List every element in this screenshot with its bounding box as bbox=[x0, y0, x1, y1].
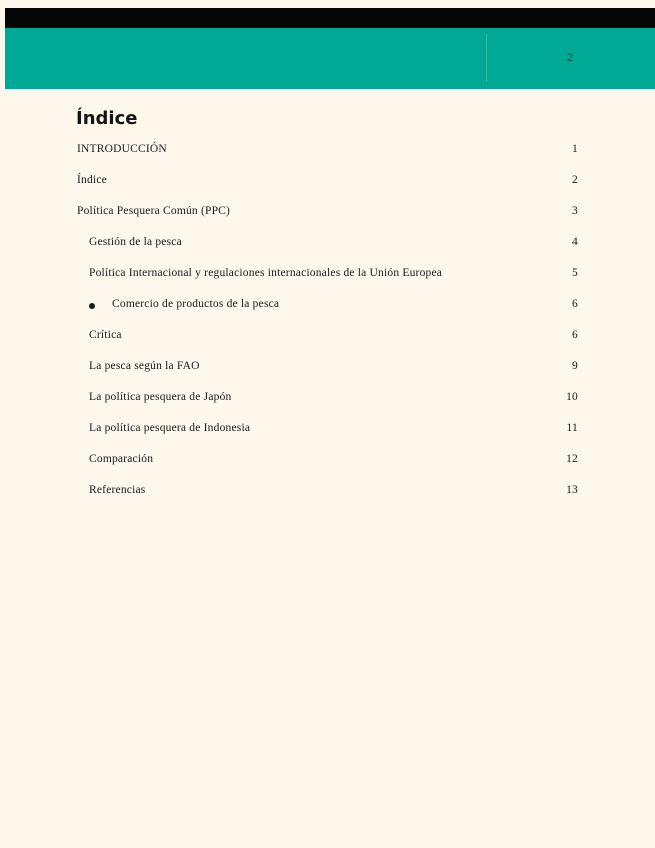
toc-entry-introduccion[interactable] bbox=[0, 140, 655, 171]
toc-entry-label: La política pesquera de Japón bbox=[89, 391, 232, 403]
toc-entry-page: 2 bbox=[572, 174, 578, 186]
table-of-contents bbox=[0, 140, 655, 512]
toc-entry-label: Índice bbox=[77, 174, 107, 186]
toc-entry-comercio[interactable] bbox=[0, 295, 655, 326]
toc-entry-critica[interactable] bbox=[0, 326, 655, 357]
toc-entry-japon[interactable] bbox=[0, 388, 655, 419]
toc-entry-label: Referencias bbox=[89, 484, 146, 496]
toc-entry-page: 5 bbox=[572, 267, 578, 279]
toc-entry-page: 9 bbox=[572, 360, 578, 372]
toc-entry-politica-internacional[interactable] bbox=[0, 264, 655, 295]
toc-entry-ppc[interactable] bbox=[0, 202, 655, 233]
toc-entry-referencias[interactable] bbox=[0, 481, 655, 512]
toc-entry-indonesia[interactable] bbox=[0, 419, 655, 450]
toc-title: Índice bbox=[76, 108, 138, 129]
page-number: 2 bbox=[567, 50, 573, 64]
toc-entry-label: La política pesquera de Indonesia bbox=[89, 422, 251, 434]
top-black-bar bbox=[5, 8, 655, 28]
toc-entry-label: Gestión de la pesca bbox=[89, 236, 182, 248]
toc-entry-page: 3 bbox=[572, 205, 578, 217]
toc-entry-indice[interactable] bbox=[0, 171, 655, 202]
toc-entry-page: 12 bbox=[566, 453, 578, 465]
toc-entry-page: 4 bbox=[572, 236, 578, 248]
toc-entry-page: 13 bbox=[566, 484, 578, 496]
toc-entry-page: 1 bbox=[572, 143, 578, 155]
toc-entry-label: Comercio de productos de la pesca bbox=[112, 298, 280, 310]
toc-entry-label: La pesca según la FAO bbox=[89, 360, 200, 372]
toc-entry-label: Política Internacional y regulaciones internacionales de la Unión Europea bbox=[89, 267, 443, 279]
toc-entry-page: 6 bbox=[572, 329, 578, 341]
toc-entry-label: Política Pesquera Común (PPC) bbox=[77, 205, 231, 217]
toc-entry-page: 6 bbox=[572, 298, 578, 310]
bullet-icon bbox=[89, 303, 95, 309]
toc-entry-comparacion[interactable] bbox=[0, 450, 655, 481]
header-divider bbox=[486, 34, 487, 82]
header-band bbox=[5, 28, 655, 89]
toc-entry-page: 10 bbox=[566, 391, 578, 403]
toc-entry-label: Crítica bbox=[89, 329, 122, 341]
toc-entry-fao[interactable] bbox=[0, 357, 655, 388]
toc-entry-gestion[interactable] bbox=[0, 233, 655, 264]
toc-entry-page: 11 bbox=[566, 422, 578, 434]
toc-entry-label: INTRODUCCIÓN bbox=[77, 143, 167, 155]
toc-entry-label: Comparación bbox=[89, 453, 154, 465]
